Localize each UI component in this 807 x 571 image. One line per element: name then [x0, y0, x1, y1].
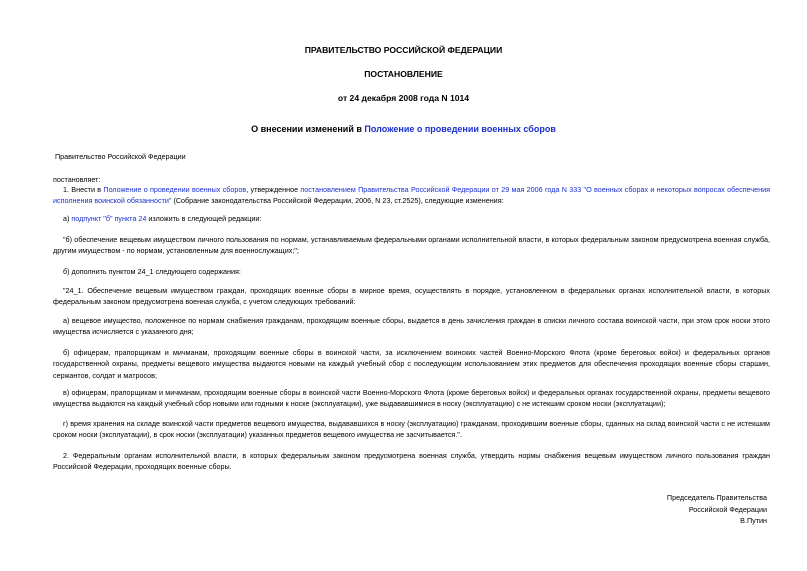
subparagraph-v: в) офицерам, прапорщикам и мичманам, проходящим военные сборы в воинской части Военно-Морского Флота (кроме береговых войск) и федеральных органах государственной охраны, предметы вещевого имущества выдаются на каждый учебный сбор новыми или годными к носке (эксплуатации), уже выдававшимися в носку (эксплуатацию) с не истекшим сроком носки (эксплуатации);: [53, 388, 770, 409]
p1-text-c: (Собрание законодательства Российской Федерации, 2006, N 23, ст.2525), следующие изменения:: [171, 196, 504, 206]
government-line: Правительство Российской Федерации: [55, 152, 186, 161]
pa-text-a: а): [63, 214, 72, 223]
decree-333-link[interactable]: постановлением Правительства Российской Федерации от 29 мая 2006 года N 333 "О военных сборах и некоторых вопросах обеспечения исполнения воинской обязанности": [53, 185, 770, 206]
doc-type-title: ПОСТАНОВЛЕНИЕ: [364, 69, 443, 79]
subparagraph-a: а) вещевое имущество, положенное по нормам снабжения гражданам, проходящим военные сборы, выдается в день зачисления граждан в списки личного состава воинской части, при этом срок носки этого имущества исчисляется с указанного дня;: [53, 316, 770, 337]
quote-b-paragraph: "б) обеспечение вещевым имуществом личного пользования по нормам, устанавливаемым федеральными органами исполнительной власти, в которых федеральным законом предусмотрена военная служба, другим имуществом - по нормам, установленным для военнослужащих;";: [53, 235, 770, 256]
paragraph-2: 2. Федеральным органам исполнительной власти, в которых федеральным законом предусмотрена военная служба, утвердить нормы снабжения вещевым имуществом личного пользования граждан Российской Федерации, проходящих военные сборы.: [53, 451, 770, 472]
subject-link[interactable]: Положение о проведении военных сборов: [364, 124, 556, 134]
subparagraph-b: б) офицерам, прапорщикам и мичманам, проходящим военные сборы в воинской части, за исключением воинских частей Военно-Морского Флота (кроме береговых войск) и федеральных органов государственной охраны, предметы вещевого имущества выдаются новыми на каждый учебный сбор с последующим использованием этих предметов для обеспечения проходящих военные сборы старшин, сержантов, солдат и матросов;: [53, 348, 770, 380]
subject-title: [0, 124, 807, 134]
signature-name: В.Путин: [740, 516, 767, 526]
paragraph-b: б) дополнить пунктом 24_1 следующего содержания:: [63, 267, 241, 276]
subparagraph-g: г) время хранения на складе воинской части предметов вещевого имущества, выдававшихся в носку (эксплуатацию) гражданам, проходившим военные сборы, сданных на склад воинской части с не истекшим сроком носки (эксплуатации), в срок носки (эксплуатации) указанных предметов вещевого имущества не засчитывается.".: [53, 419, 770, 440]
regulation-link[interactable]: Положение о проведении военных сборов: [103, 185, 247, 194]
decrees-line: постановляет:: [53, 175, 101, 184]
paragraph-24-1: "24_1. Обеспечение вещевым имуществом граждан, проходящих военные сборы в мирное время, осуществлять в порядке, установленном в федеральных органах исполнительной власти, в которых федеральным законом предусмотрена военная служба, с учетом следующих требований:: [53, 286, 770, 307]
subject-prefix: О внесении изменений в: [251, 124, 365, 134]
paragraph-a: [53, 213, 770, 224]
paragraph-1: [53, 184, 770, 207]
p1-text-a: 1. Внести в: [63, 185, 104, 194]
p1-text-b: , утвержденное: [246, 185, 301, 194]
org-title: ПРАВИТЕЛЬСТВО РОССИЙСКОЙ ФЕДЕРАЦИИ: [304, 45, 503, 55]
signature-position: Председатель Правительства: [666, 493, 767, 502]
signature-block: [667, 492, 767, 527]
signature-country: Российской Федерации: [688, 504, 767, 514]
date-number-title: от 24 декабря 2008 года N 1014: [337, 93, 470, 103]
subpoint-link[interactable]: подпункт "б" пункта 24: [71, 214, 147, 223]
pa-text-b: изложить в следующей редакции:: [146, 214, 262, 223]
